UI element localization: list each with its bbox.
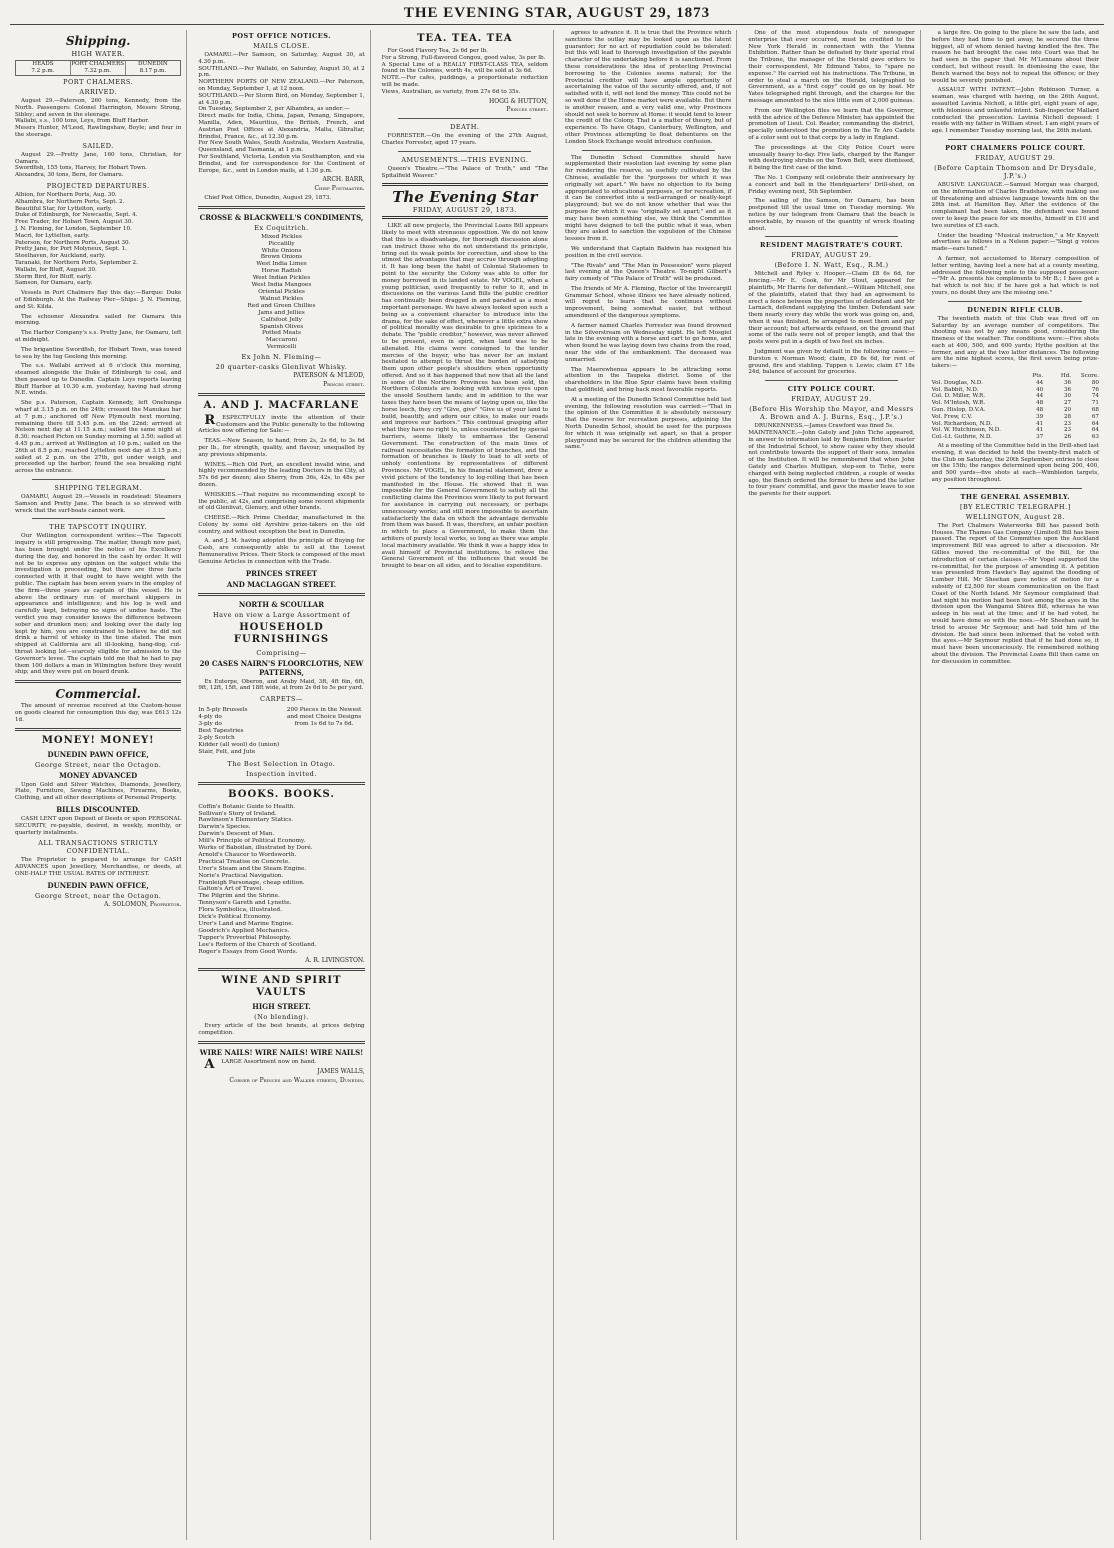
baldwin-text: We understand that Captain Baldwin has resigned his position in the civil service. xyxy=(564,245,732,259)
death-heading: DEATH. xyxy=(450,123,480,132)
money-advanced: MONEY ADVANCED xyxy=(59,770,138,780)
shipping-heading: Shipping. xyxy=(65,34,131,48)
scores-row xyxy=(932,387,1099,394)
teas-text: TEAS.—New Season, to hand, from 2s, 2s 6d, to 3s 6d per lb., for strength, quality, and flavour, unequalled by any previous shipments. xyxy=(198,438,365,458)
paterson-signature: PATERSON & M'LEOD, xyxy=(293,372,365,380)
book-item: Sullivan's Story of Ireland. xyxy=(198,810,277,817)
scores-cell: Vol. Babbit, N.D. xyxy=(931,386,979,393)
port-heading: PORT CHALMERS. xyxy=(63,78,134,86)
book-item: Practical Treatise on Concrete. xyxy=(198,858,291,865)
whiskies-text: WHISKIES.—That require no recommending except to the public, at 42s, and comprising some recent shipments of old Glenlivat, Glenury, and other brands. xyxy=(198,491,365,512)
condiment-item: West India Mangoes xyxy=(251,282,312,289)
farmer-text: A farmer named Charles Forrester was found drowned in the Silverstream on Wednesday night. He left Mosgiel late in the evening with a horse and cart to go home, and when found he was laying down two chains from the road, near the side of the embankment. The deceased was unmarried. xyxy=(564,322,732,363)
macfarlane-text: RESPECTFULLY invite the attention of their Customers and the Public generally to the following Articles now offering for Sale:— xyxy=(198,412,365,435)
mails-close-heading: MAILS CLOSE. xyxy=(253,42,310,50)
scores-cell: 64 xyxy=(1091,427,1099,434)
sailing-text: The sailing of the Samson, for Oamaru, has been postponed till the usual time on Tuesday morning. We notice by our telegram from Oamaru that the beach is unworkable, by reason of the quantity of wreck floating about. xyxy=(748,198,915,232)
scores-cell: 36 xyxy=(1063,386,1072,393)
mails-text: OAMARU.—Per Samson, on Saturday, August 30, at 4.30 p.m. SOUTHLAND.—Per Wallabi, on Saturday, August 30, at 2 p.m. NORTHERN PORTS OF NEW ZEALAND.—Per Paterson, on Monday, September 1, at 12 noon. SOUTHLAND.—Per Storm Bird, on Monday, September 1, at 4.30 p.m. On Tuesday, September 2, per Alhambra, as under:— Direct mails for India, China, Japan, Penang, Singapore, Manilla, Aden, Mauritius, the British, French, and Austrian Post Offices at Alexandria, Malta, Gibraltar, Brindisi, France, &c., at 12.30 p.m. For New South Wales, South Australia, Western Australia, Queensland, and Tasmania, at 1 p.m. For Southland, Victoria, London via Southampton, and via Brindisi, and for correspondence for the Continent of Europe, &c., sent in London mails, at 1.30 p.m. xyxy=(198,52,365,174)
divider xyxy=(32,518,165,519)
carpets-heading: CARPETS— xyxy=(260,695,303,704)
pawn-office-name-2: DUNEDIN PAWN OFFICE, xyxy=(47,880,149,890)
proprietor-text: The Proprietor is prepared to arrange for CASH ADVANCES upon Jewellery, Merchandise, or deeds, at ONE-HALF THE USUAL RATES OF INTEREST. xyxy=(15,857,182,877)
rmc-heading: RESIDENT MAGISTRATE'S COURT. xyxy=(760,241,903,250)
scores-cell: 28 xyxy=(1063,413,1072,420)
judgment-text: Judgment was given by default in the following cases:—Burston v. Norman Wood; claim, £9 8s 6d, for rent of ground, fire and stabling. Tuppen v. Lewis; claim £7 18s 24d, balance of account for groceries. xyxy=(748,349,915,376)
shipping-news-1: Vessels in Port Chalmers Bay this day:—Barque: Duke of Edinburgh. At the Railway Pier—Ships: J. N. Fleming, and St. Kilda. xyxy=(15,290,182,310)
cheese-text: CHEESE.—Rich Prime Cheddar, manufactured in the Colony by some old Ayrshire prize-takers on the old country, and without exception the best in Dunedin. xyxy=(198,515,365,535)
sailed-heading: SAILED. xyxy=(82,141,114,150)
post-office-heading: POST OFFICE NOTICES. xyxy=(231,32,331,40)
cpc-heading: CITY POLICE COURT. xyxy=(787,385,876,394)
divider xyxy=(765,236,898,237)
book-item: Dick's Political Economy. xyxy=(198,914,272,921)
tide-dunedin: DUNEDIN 8.17 p.m. xyxy=(138,61,168,74)
divider xyxy=(198,206,364,209)
carpet-item: Stair, Felt, and Jute xyxy=(198,748,256,755)
carpet-item: 3-ply do xyxy=(198,721,222,728)
scores-row xyxy=(932,434,1099,441)
rmc-before: (Before I. N. Watt, Esq., R.M.) xyxy=(774,261,889,270)
scores-cell: Score. xyxy=(1080,373,1099,380)
scores-cell: 26 xyxy=(1063,434,1072,441)
scores-row xyxy=(932,380,1099,387)
amusements-heading: AMUSEMENTS.—THIS EVENING. xyxy=(401,155,529,164)
scores-row xyxy=(932,393,1099,400)
divider xyxy=(582,150,715,151)
hogg-address: Princes street. xyxy=(506,106,548,114)
livingston-signature: A. R. LIVINGSTON. xyxy=(305,956,365,964)
shipping-telegram-heading: SHIPPING TELEGRAM. xyxy=(54,484,142,493)
port-police-heading: PORT CHALMERS POLICE COURT. xyxy=(945,143,1086,152)
book-item: Arnold's Chaucer to Wordsworth. xyxy=(198,851,297,858)
assembly-sub: [BY ELECTRIC TELEGRAPH.] xyxy=(959,502,1071,511)
assembly-text: The Port Chalmers Waterworks Bill has passed both Houses. The Thames Gas Company (Limited) Bill has been passed. The report of the Committee upon the Auckland improvement Bill was agreed to after a discussion. Mr Gillies moved the re-committal of the Bill, for the introduction of certain clauses.—Mr Vogel supported the re-committal, for the purpose of amending it. A petition was presented from Hawke's Bay against the flooding of Lumber Hill. Mr Sheehan gave notice of motion for a subsidy of £2,500 for steam communication on the East Coast of the North Island. Mr Seymour complained that last night his motion had been lost among the ayes in the division upon the Wanganui Shires Bill, whereas he was asleep in his seat at the time; and if he had voted, he would have done so with the noes.—Mr Sheehan said he tried to arouse Mr Seymour, and had told him of the division. He had since been informed that he voted with the ayes.—Mr Seymour replied that if he had done so, it must have been unconsciously. He remembered nothing about the division. The Provincial Loans Bill then came on for discussion in committee. xyxy=(931,522,1099,665)
books-list xyxy=(198,804,364,956)
book-item: Urer's Land and Marine Engine. xyxy=(198,921,294,928)
best-selection: The Best Selection in Otago. xyxy=(227,759,336,768)
condiment-item: Piccalilly xyxy=(268,240,295,247)
column-3 xyxy=(377,30,554,1540)
rifle-club-text: The twentieth match of this Club was fired off on Saturday by an average number of competitors. The shooting was not by any means good, considering the fineness of the weather. The conditions were:—Five shots each at 400, 500, and 600 yards; Hythe position at the former, and any at the two latter distances. The following are the nine highest scores, the first seven being prize-takers:— xyxy=(931,315,1099,370)
rivals-text: "The Rivals" and "The Man in Possession" were played last evening at the Queen's Theatre. To-night Gilbert's fairy comedy of "The Palace of Truth" will be produced. xyxy=(564,262,732,283)
scores-cell: 40 xyxy=(1036,386,1044,393)
scores-cell: 48 xyxy=(1036,407,1044,414)
scores-header-row xyxy=(932,373,1099,380)
book-item: Urer's Steam and the Steam Engine. xyxy=(198,865,307,872)
carpet-item: 2-ply Scotch xyxy=(198,734,235,741)
divider xyxy=(15,680,181,683)
book-item: Coffin's Botanic Guide to Health. xyxy=(198,803,296,810)
pawn-office-address: George Street, near the Octagon. xyxy=(35,760,162,769)
no-blending: (No blending). xyxy=(254,1013,309,1022)
condiment-item: West Indian Pickles xyxy=(252,275,311,282)
cpc-before: (Before His Worship the Mayor, and Messrs A. Brown and A. J. Burns, Esq., J.P.'s.) xyxy=(749,405,914,422)
header-title: THE EVENING STAR, AUGUST 29, 1873 xyxy=(403,4,711,21)
condiment-item: Horse Radish xyxy=(261,268,302,275)
condiment-item: White Onions xyxy=(261,247,302,254)
money-advanced-text: Upon Gold and Silver Watches, Diamonds, Jewellery, Plate, Furniture, Sewing Machines, Firearms, Books, Clothing, and all other descriptions of Personal Property. xyxy=(15,781,182,802)
carpet-item: Best Tapestries xyxy=(198,727,244,734)
walls-address: Corner of Princes and Walker streets, Dunedin. xyxy=(229,1076,365,1084)
divider xyxy=(198,968,364,971)
editorial-text: LIKE all new projects, the Provincial Loans Bill appears likely to meet with strenuous opposition. We do not know that this is a disadvantage, for thorough discussion alone can instruct those who do not understand its principle, bring out its weak points for correction, and show to the utmost the advantages that may accrue through adopting it. It has long been the habit of Colonial Statesmen to point to the security the Colony was able to offer for money borrowed in its landed estate. Mr VOGEL, when a young politician, used frequently to refer to it, and in discussions on the various Land Bills the public creditor has continually been dragged in and paraded as a most important personage. We have always looked upon such a being as a convenient character to introduce into the drama, for the sake of effect, whenever a little extra show of political morality was desirable to give spiciness to a debate. The "public creditor," however, was never allowed to be present, even in spirit, when land was to be alienated. His claims were consigned to the tender mercies of the buyer, who has never for an instant hesitated to attempt to thrust the burden of satisfying them upon other people's shoulders when opportunity offered. And so it has happened that now that all the land in some of the Northern Provinces has been sold, the Northern Colonists are looking with envious eyes upon the unsold Southern lands; and in addition to the war taxes they have been the means of laying upon us, like the horse leech, they cry "Give, give" "Give us of your land to build, beautify, and adorn our cities, to make our roads and improve our harbors." This continual grasping after what they have no right to, unless counteracted by special barriers, seems likely to embarrass the General Government. The construction of the main lines of railroad necessitates the formation of branches, and the formation of branches is likely to lead to all sorts of unholy contentions by representatives of different Provinces. Mr VOGEL, in his financial statement, drew a vivid picture of the tendency to log-rolling that has been manifested in the House. He showed that it was impossible for the General Government to satisfy all the conflicting claims the Provinces were likely to put forward for assistance in carrying out necessary, or perhaps unnecessary works; and still more impossible to ascertain satisfactorily the data on which the advantage derivable from them was based. It was, therefore, an unfair position in which to place a Government, to make them the arbiters of purely local works, so long as there was ample local machinery available. We think it was a happy idea to avail himself of Provincial institutions, to relieve the General Government of the influences that would be brought to bear on all sides, and to localise expenditure. xyxy=(381,223,548,570)
divider xyxy=(32,479,165,480)
scores-row xyxy=(932,400,1099,407)
shipping-news-4: The brigantine Swordfish, for Hobart Town, was towed to sea by the tug Geelong this morning. xyxy=(15,346,182,360)
scores-row xyxy=(932,414,1099,421)
scores-cell: 44 xyxy=(1036,393,1044,400)
scores-cell xyxy=(932,373,1016,380)
scores-cell: 71 xyxy=(1091,400,1099,407)
wellington-text: From our Wellington files we learn that the Governor, with the advice of the Defence Minister, has appointed the promotion of Lieut. Col. Reader, commanding the district, specially understood the promotion in the Te Aro Cadets of a color sent out to that corps by a lady in England. xyxy=(748,107,915,141)
assault-text: ASSAULT WITH INTENT.—John Robinson Turner, a seaman, was charged with having, on the 26th August, assaulted Lavinia Nicholl, a little girl, eight years of age, with felonious and unlawful intent. Sub-Inspector Mallard conducted the prosecution. Lavinia Nicholl deposed: I reside with my father in William street. I am eight years of age. I remember Tuesday morning last, the 26th instant. xyxy=(931,87,1099,135)
scores-cell: Vol. M'Intosh, W.R. xyxy=(931,400,986,407)
book-item: Franleigh Parsonage, cheap edition. xyxy=(198,879,305,886)
port-police-text: ABUSIVE LANGUAGE.—Samuel Morgan was charged, on the information of Charles Bradshaw, with making use of threatening and abusive language towards him on the 28th inst. at Hamilton Bay. After the evidence of the complainant had been taken, the defendant was bound over to keep the peace for six months, himself in £10 and two sureties of £5 each. xyxy=(931,181,1099,229)
scores-cell: 63 xyxy=(1091,434,1099,441)
aj-text: A. and J. M. having adopted the principle of Buying for Cash, are consequently able to sell at the Lowest Remunerative Prices. Their Stock is composed of the most Genuine Articles in connection with the Trade. xyxy=(198,538,365,565)
every-article: Every article of the best brands, at prices defying competition. xyxy=(198,1023,365,1037)
meeting-text: At a meeting of the Dunedin School Committee held last evening, the following resolution was carried:—"That in the opinion of the Committee it is absolutely necessary that the reserve for recreation purposes, adjoining the North Dunedin School, should be used for the purposes for which it was originally set apart, so that a proper playground may be secured for the children attending the same." xyxy=(564,396,732,451)
cpc-date: FRIDAY, AUGUST 29. xyxy=(791,395,872,404)
book-item: Tupper's Proverbial Philosophy. xyxy=(198,934,292,941)
carpet-item: In 5-ply Brussels xyxy=(198,707,248,714)
paper-name: The Evening Star xyxy=(392,188,538,207)
herald-text: One of the most stupendous feats of newspaper enterprise that ever occurred, must be credited to the New York Herald in connection with the Vienna Exhibition. Rather than be defeated by their special rival the Tribune, the manager of the Herald gave orders to their correspondent, Mr Edmund Yates, to "spare no expense." He carried out his instructions. The Tribune, in order to steal a march on the Herald, telegraphed to Government, as a "first copy" could go on by boat. Mr Yates telegraphed right through, and the charges for the message amounted to the nice little sum of 2,000 guineas. xyxy=(748,30,915,104)
condiment-item: Red and Green Chillies xyxy=(247,302,316,309)
ex-fleming: Ex John N. Fleming— xyxy=(241,353,322,362)
scores-row xyxy=(932,421,1099,428)
scores-cell: Vol. Richardson, N.D. xyxy=(931,420,992,427)
page-header xyxy=(10,2,1104,25)
book-item: Goodrich's Applied Mechanics. xyxy=(198,927,290,934)
tide-heads: HEADS 7.2 p.m. xyxy=(16,61,71,75)
divider xyxy=(198,593,364,596)
column-2 xyxy=(193,30,370,1540)
postmaster-sign: Chief Post Office, Dunedin, August 29, 1873. xyxy=(204,194,332,201)
divider xyxy=(948,301,1082,302)
wire-nails: WIRE NAILS! WIRE NAILS! WIRE NAILS! xyxy=(199,1047,364,1057)
divider xyxy=(398,118,531,119)
scores-cell: 41 xyxy=(1036,420,1044,427)
projected-heading: PROJECTED DEPARTURES. xyxy=(46,181,150,190)
princes-street: PRINCES STREET xyxy=(245,568,318,578)
hogg-signature: HOGG & HUTTON, xyxy=(488,97,548,105)
port-police-before: (Before Captain Thomson and Dr Drysdale, J.P.'s.) xyxy=(934,163,1097,180)
condiment-item: Walnut Pickles xyxy=(259,295,304,302)
shipping-news-3: The Harbor Company's s.s. Pretty Jane, for Oamaru, left at midnight. xyxy=(15,330,182,343)
scores-row xyxy=(932,427,1099,434)
tide-port: PORT CHALMERS 7.32 p.m. xyxy=(71,61,125,74)
paper-date: FRIDAY, AUGUST 29, 1873. xyxy=(412,206,517,215)
rmc-date: FRIDAY, AUGUST 29. xyxy=(791,251,872,260)
fleming-text: The friends of Mr A. Fleming, Rector of the Invercargill Grammar School, whose illness we have already noticed, will regret to learn that he continues without improvement, being somewhat easier, but without amendment of the dangerous symptoms. xyxy=(564,285,732,320)
scores-cell: Vol. W. Hutchinson, N.D. xyxy=(931,427,1001,434)
tide-table xyxy=(15,60,181,76)
carpets-note: 200 Pieces in the Newest and most Choice Designs from 1s 6d to 7s 6d. xyxy=(286,707,362,728)
scores-cell: 67 xyxy=(1091,413,1099,420)
divider xyxy=(198,1041,364,1044)
carpets-list xyxy=(198,707,279,755)
crosse-sub: Ex Coquitrich. xyxy=(254,223,309,232)
cash-lent-text: CASH LENT upon Deposit of Deeds or upon PERSONAL SECURITY, re-payable, desired, in weekly, monthly, or quarterly instalments. xyxy=(15,815,182,836)
projected-text: Albion, for Northern Ports, Aug. 30. Alhambra, for Northern Ports, Sept. 2. Beautiful Star, for Lyttelton, early. Duke of Edinburgh, for Newcastle, Sept. 4. Free Trader, for Hobart Town, August 30. J. N. Fleming, for London, September 10. Macri, for Lyttelton, early. Paterson, for Northern Ports, August 30. Pretty Jane, for Port Molyneux, Sept. 1. Steelhaven, for Auckland, early. Taranaki, for Northern Ports, September 2. Wallabi, for Bluff, August 30. Storm Bird, for Bluff, early. Samson, for Oamaru, early. xyxy=(15,191,138,287)
book-item: Mill's Principle of Political Economy. xyxy=(198,838,306,845)
bills-discounted: BILLS DISCOUNTED. xyxy=(56,804,141,814)
wines-text: WINES.—Rich Old Port, an excellent invalid wine, and highly recommended by the leading Doctors in the City, at 57s 6d per dozen; also Sherry, from 36s, 42s, to 48s per dozen. xyxy=(198,461,365,488)
confidential-text: ALL TRANSACTIONS STRICTLY CONFIDENTIAL. xyxy=(38,839,159,856)
postmaster-title: Chief Postmaster. xyxy=(314,185,365,193)
tea-ad-text: For Good Flavory Tea, 2s 6d per lb. For a Strong, Full-flavored Congou, good value, 3s per lb. A Special Line of a REALLY FIRST-CLASS TEA, seldom found in the Colonies, worth 4s, will be sold at 3s 6d. NOTE.—For cafes, puddings, a proportionate reduction will be made. Views, Australian, as variety, from 27s 6d to 35s. xyxy=(381,48,548,95)
editorial-continued: agrees to advance it. It is true that the Province which sanctions the outlay may be looked upon as the latent guarantor; for no act of repudiation could be tolerated: but this will lead to thorough investigation of the payable character of the undertaking before it is sanctioned. From these considerations the idea of protecting Provincial borrowing to the Colonies seems natural; for the Provincial creditor will have ample opportunity of ascertaining the value of the security offered, and, if not satisfied with it, will not lend the money. This could not be so well done if the Home market were available. But there is another reason, and a very valid one, why Provinces should not seek to borrow at Home: it would tend to lower the credit of the Colony. That is a matter of theory, but of experience. To have Otago, Canterbury, Wellington, and other Provinces attempting to float debentures on the London Stock Exchange would introduce confusion. xyxy=(564,30,732,145)
column-5 xyxy=(743,30,920,1540)
arrived-heading: ARRIVED. xyxy=(79,88,117,96)
carpet-item: 4-ply do xyxy=(198,714,222,721)
scores-cell: 48 xyxy=(1036,400,1044,407)
scores-cell: 23 xyxy=(1063,427,1072,434)
household-heading: HOUSEHOLD FURNISHINGS xyxy=(233,621,330,645)
condiment-item: West India Limes xyxy=(256,261,307,268)
divider xyxy=(198,782,364,785)
arrived-text: August 29.—Paterson, 260 tons, Kennedy, from the North. Passengers: Colonel Harrington, Messrs Strong, Sibley; and seven in the steerage. Wallabi, s.s., 100 tons, Leys, from Bluff Harbor. Messrs Hunter, M'Leod, Rawlingshaw, Boyle; and four in the steerage. xyxy=(15,98,182,138)
rifle-club-heading: DUNEDIN RIFLE CLUB. xyxy=(967,305,1064,314)
scores-cell: Pts. xyxy=(1032,373,1044,380)
crosse-blackwell-heading: CROSSE & BLACKWELL'S CONDIMENTS, xyxy=(199,212,364,222)
book-item: Roger's Essays from Good Words. xyxy=(198,948,298,955)
condiment-item: Jams and Jellies xyxy=(258,309,305,316)
divider xyxy=(398,151,531,152)
cpc-text: DRUNKENNESS.—James Crawford was fined 5s. MAINTENANCE.—John Gately and John Tiche appeared, in answer to information laid by Benjamin Britton, master of the Industrial School, to show cause why they should not contribute towards the support of their sons, inmates of the Institution. It will be remembered that when John Gately and Charles Mulligan, step-son to Tiche, were charged with being neglected children, a couple of weeks ago, the Bench ordered the former to three and the latter to four years' committal, and gave the master leave to sue the parents for their support. xyxy=(748,423,915,498)
scores-cell: Vol. Douglas, N.D. xyxy=(931,379,983,386)
rifle-scores-table xyxy=(932,373,1099,441)
scores-cell: Vol. Frew, C.V. xyxy=(931,413,973,420)
comprising: Comprising— xyxy=(256,648,307,657)
book-item: Darwin's Species. xyxy=(198,824,251,831)
book-item: Galton's Art of Travel. xyxy=(198,886,264,893)
maclaggan-street: AND MACLAGGAN STREET. xyxy=(226,579,337,589)
evening-star-masthead xyxy=(382,183,548,219)
book-item: The Pilgrim and the Shrine. xyxy=(198,893,280,900)
condiment-item: Spanish Olives xyxy=(259,323,304,330)
high-street: HIGH STREET. xyxy=(252,1002,311,1012)
books-heading: BOOKS. BOOKS. xyxy=(228,788,335,800)
school-committee-text: The Dunedin School Committee should have supplemented their resolution last evening by some plan for rendering the reserve, so usefully cultivated by the Chinese, available for the "purposes for which it was originally set apart." We have no objection to its being appropriated to educational purposes, or for recreation, if it can be converted into a well-arranged or neatly-kept playground; but we do not know whether that was the purpose for which it was "originally set apart;" and as it may have been something else, we think the Committee might have deigned to tell the public what it was, when they are asked to sanction the expulsion of the Chinese lessees from it. xyxy=(564,154,732,243)
scores-cell: Col. D. Miller, W.R. xyxy=(931,393,986,400)
scores-cell: 37 xyxy=(1036,434,1044,441)
carpets-block xyxy=(198,705,364,757)
scores-cell: 27 xyxy=(1063,400,1072,407)
commercial-heading: Commercial. xyxy=(55,687,141,702)
commercial-text: The amount of revenue received at the Custom-house on goods cleared for consumption this day, was £613 12s 1d. xyxy=(15,703,182,723)
scores-cell: Col.-Lt. Guthrie, N.D. xyxy=(931,434,992,441)
farmer-hat-text: A farmer, not accustomed to literary composition of letter writing, having lost a new hat at a county meeting, addressed the following note to the supposed possessor:—"Mr A. presents his compliments to Mr B.; I have got a hat which is not his; if he have got a hat which is not yours, no doubt they are the missing one." xyxy=(931,255,1099,296)
condiment-item: Brown Onions xyxy=(260,254,303,261)
condiment-item: Vermicelli xyxy=(266,344,297,351)
book-item: Darwin's Descent of Man. xyxy=(198,831,275,838)
condiment-item: Mixed Pickles xyxy=(261,233,302,240)
proprietor-signature: A. SOLOMON, Proprietor. xyxy=(104,900,182,908)
carpet-item: Kidder (all wool) do (union) xyxy=(198,741,280,748)
scores-cell: 23 xyxy=(1063,420,1072,427)
inspection: Inspection invited. xyxy=(246,769,317,778)
divider xyxy=(948,488,1082,489)
book-item: Flora Symbolica, illustrated. xyxy=(198,907,282,914)
shipping-news-5: The s.s. Wallabi arrived at 6 o'clock this morning, steamed alongside the Duke of Edinburgh to coal, and then passed up to Dunedin. Captain Leys reports leaving Bluff Harbor at 10.30 a.m. yesterday, having had strong N.E. winds. xyxy=(15,363,182,397)
fire-lads-text: a large fire. On going to the place he saw the lads, and before they had time to get away, he secured the three biggest, all of whom denied having kindled the fire. The reason he had brought the case into Court was that he had seen in the paper that Mr M'Lennans about their conduct, but without result. In dismissing the case, the Bench warned the boys not to repeat the offence; or they would be severely punished. xyxy=(931,30,1099,84)
condiment-item: Calfsfoot Jelly xyxy=(261,316,302,323)
column-4 xyxy=(560,30,737,1540)
tea-ad-heading: TEA. TEA. TEA xyxy=(417,33,513,44)
macfarlane-heading: A. AND J. MACFARLANE xyxy=(203,399,360,411)
book-item: Tennyson's Gareth and Lynette. xyxy=(198,900,292,907)
maerewhenua-text: The Maerewhenua appears to be attracting some attention in the Taupeka district. Some of the shareholders in the Blue Spur claims have been visiting that goldfield, and bring back most favorable reports. xyxy=(564,366,732,394)
paterson-address: Princes street. xyxy=(323,380,365,388)
pawn-office-address-2: George Street, near the Octagon. xyxy=(35,891,162,900)
scores-cell: 36 xyxy=(1063,379,1072,386)
scores-cell: 74 xyxy=(1091,393,1099,400)
scores-cell: 44 xyxy=(1036,379,1044,386)
postmaster-name: ARCH. BARR, xyxy=(322,176,365,184)
sailed-text: August 29.—Pretty Jane, 160 tons, Christian, for Oamaru. Swordfish, 155 tons, Harvey, for Hobart Town. Alexandra, 30 tons, Bern, for Oamaru. xyxy=(15,151,182,179)
tapscott-heading: THE TAPSCOTT INQUIRY. xyxy=(49,523,148,532)
shipping-news-6: She p.s. Paterson, Captain Kennedy, left Onehunga wharf at 3.15 p.m. on the 24th; crossed the Manukau bar at 7 p.m.; anchored off New Plymouth next morning, remaining there till 5.45 p.m. on the 22nd; arrived at Nelson next day at 11.15 a.m.; sailed the same night at 8.30; reached Picton on Sunday morning at 3.50; sailed at 4.45 p.m.; arrived at Wellington at 10 p.m.; sailed on the 26th at 8.5 p.m.; reached Lyttelton next day at 3.15 p.m.; sailed at 2 p.m. on the 27th, got under weigh, and proceeded up the harbor; found the sea breaking right across the entrance. xyxy=(15,400,182,475)
pawn-office-name: DUNEDIN PAWN OFFICE, xyxy=(47,749,149,759)
scores-cell: 20 xyxy=(1063,407,1072,414)
divider xyxy=(198,393,364,396)
scores-cell: 76 xyxy=(1091,386,1099,393)
musical-text: Under the heading "Musical instruction," a Mr Knyvett advertises as follows in a Nelson paper:—"Singi g voices made—ears tuned." xyxy=(931,232,1099,253)
column-6 xyxy=(927,30,1104,1540)
condiment-item: Maccaroni xyxy=(265,337,298,344)
book-item: Norie's Practical Navigation. xyxy=(198,872,284,879)
book-item: Lee's Reform of the Church of Scotland. xyxy=(198,941,317,948)
scores-cell: 41 xyxy=(1036,427,1044,434)
columns xyxy=(10,30,1104,1540)
assembly-heading: THE GENERAL ASSEMBLY. xyxy=(960,492,1071,501)
wine-heading: WINE AND SPIRIT VAULTS xyxy=(221,975,342,999)
column-1 xyxy=(10,30,187,1540)
scores-cell: Hd. xyxy=(1060,373,1072,380)
cases-heading: 20 CASES NAIRN'S FLOORCLOTHS, NEW PATTERNS, xyxy=(199,658,364,677)
fire-company-text: The No. 1 Company will celebrate their anniversary by a concert and ball in the Hendquarters' Drill-shed, on Friday evening next, 5th September. xyxy=(748,174,915,195)
police-text: The proceedings at the City Police Court were unusually heavy to-day. Five lads, charged by the Ranger with destroying shrubs on the Town Belt, were dismissed, it being the first case of the kind. xyxy=(748,144,915,172)
scores-cell: 80 xyxy=(1091,379,1099,386)
condiment-item: Oriental Pickles xyxy=(258,288,305,295)
condiment-item: Potted Meats xyxy=(262,330,301,337)
scores-cell: 30 xyxy=(1063,393,1072,400)
tapscott-text: Our Wellington correspondent writes:—The Tapscott inquiry is still progressing. The matter, though now past, has been brought under the notice of his Excellency during the day, and honored in the cash by order. It will not be to express any opinion on the subject while the investigation is proceeding, but there are three facts connected with it that ought to have weight with the public. The captain has been seven years in the employ of the firm—three years as captain of this vessel. He is above the ordinary run of merchant skippers in appearance and intelligence; and his log is well and carefully kept, betraying no signs of undue haste. The verdict you may consider knows the difference between sober and drunken men; and looking over the daily log kept by him, you are constrained to believe he did not drink a barrel of whisky in the time stated. The men shipped at California are all ill-looking, hang-dog, cut-throat looking lot—scarcely eligible for admission to the Governor's levee. The captain told me that he had to pay them 100 dollars a man in Wilmington before they would ship; and they were put on board drunk. xyxy=(15,533,182,676)
divider xyxy=(765,380,898,381)
large-assortment: ALARGE Assortment now on hand. xyxy=(204,1056,317,1072)
port-police-date: FRIDAY, AUGUST 29. xyxy=(975,153,1056,162)
shipping-telegram-text: OAMARU, August 29.—Vessels in roadstead: Steamers Samson and Pretty Jane. The beach is so strewed with wreck that the surf-boats cannot work. xyxy=(15,494,182,514)
money-ad-heading: MONEY! MONEY! xyxy=(41,734,155,746)
cases-text: Ex Euterpe, Oberon, and Araby Maid, 3ft, 4ft 6in, 6ft, 9ft, 12ft, 15ft, and 18ft wide, at from 2s 6d to 5s per yard. xyxy=(198,678,365,692)
north-text: Have on view a Large Assortment of xyxy=(212,610,350,619)
amusements-text: Queen's Theatre.—"The Palace of Truth," and "The Spitalfield Weaver." xyxy=(381,165,548,179)
divider xyxy=(948,139,1082,140)
whisky-line: 20 quarter-casks Glenlivat Whisky. xyxy=(215,363,348,372)
scores-cell: 39 xyxy=(1036,413,1044,420)
death-text: FORRESTER.—On the evening of the 27th August, Charles Forrester, aged 17 years. xyxy=(381,133,548,146)
high-water-heading: HIGH WATER. xyxy=(71,50,125,58)
walls-signature: JAMES WALLS, xyxy=(317,1067,365,1075)
scores-cell: 68 xyxy=(1091,407,1099,414)
scores-cell: 64 xyxy=(1091,420,1099,427)
north-scoullar: NORTH & SCOULLAR xyxy=(238,599,325,609)
scores-cell: Gun. Hislop, D.V.A. xyxy=(931,407,986,414)
condiments-list xyxy=(198,234,364,351)
book-item: Rawlinson's Elementary Statics. xyxy=(198,817,294,824)
shipping-news-2: The schooner Alexandra sailed for Oamaru this morning. xyxy=(15,313,182,327)
divider xyxy=(15,728,181,731)
rmc-text: Mitchell and Ryley v. Hooper.—Claim £8 6s 6d, for fencing.—Mr E. Cook, for Mr Stout, appeared for plaintiffs, Mr Harris for defendant.—William Mitchell, one of the plaintiffs, stated that they had an agreement to erect a fence between the properties of defendant and Mr Larnach, defendant supplying the timber. Defendant saw them nearly every day while the work was going on, and, when it was finished, he arranged to meet them and pay their account; but afterwards refused, on the ground that some of the rails were not of proper length, and that the posts were put in a depth of two feet six inches. xyxy=(748,271,915,346)
rifle-club-note: At a meeting of the Committee held in the Drill-shed last evening, it was decided to hold the twenty-first match of the Club on Saturday, the 20th September; entries to close on the 15th; the ranges determined upon being 200, 400, and 500 yards—five shots at each—Wimbledon targets, any position throughout. xyxy=(931,443,1099,484)
assembly-place: WELLINGTON, August 28. xyxy=(965,512,1065,521)
book-item: Works of Baboilan, illustrated by Doré. xyxy=(198,845,313,852)
scores-row xyxy=(932,407,1099,414)
